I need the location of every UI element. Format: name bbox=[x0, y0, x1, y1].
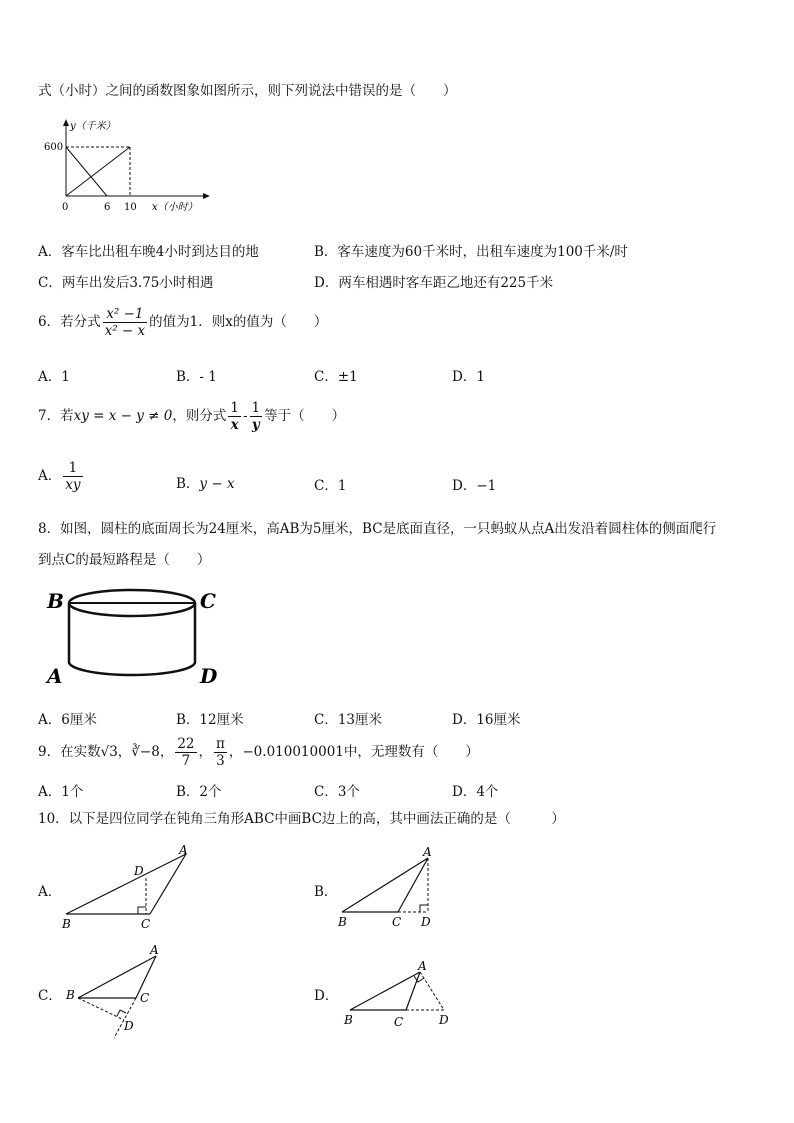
q10-figure-d bbox=[334, 958, 474, 1034]
y-tick-600: 600 bbox=[44, 142, 64, 153]
q6-fraction bbox=[103, 306, 148, 339]
q9-f1-denominator: 7 bbox=[181, 753, 191, 769]
q8-stem-line1: 8．如图，圆柱的底面周长为24厘米，高AB为5厘米，BC是底面直径，一只蚂蚁从点A出发沿着圆柱体的侧面爬行 bbox=[38, 521, 717, 537]
q6-suffix: 的值为1．则x的值为（ ） bbox=[149, 314, 328, 330]
q7-option-a[interactable] bbox=[38, 460, 85, 493]
q10-figure-b bbox=[334, 842, 454, 932]
q6-option-c[interactable]: C．±1 bbox=[314, 369, 358, 385]
q9-sep-1: ， bbox=[117, 744, 132, 760]
q9-fraction-22-7 bbox=[175, 736, 196, 769]
x-axis-arrow bbox=[203, 193, 210, 199]
q7-f2-numerator: 1 bbox=[251, 400, 261, 416]
q6-option-b[interactable]: B．- 1 bbox=[176, 369, 217, 385]
right-angle-mark bbox=[117, 1010, 126, 1016]
q7-prefix: 7．若 bbox=[38, 408, 74, 424]
q6-prefix: 6．若分式 bbox=[38, 314, 101, 330]
q7-option-a-numerator: 1 bbox=[63, 460, 82, 477]
side-ba bbox=[350, 972, 420, 1010]
right-angle-mark bbox=[420, 905, 428, 912]
cylinder-bottom-arc bbox=[69, 662, 195, 675]
point-d: D bbox=[124, 1019, 134, 1033]
q8-cylinder-figure bbox=[38, 584, 228, 690]
q10-figure-a bbox=[58, 842, 208, 932]
q9-option-b[interactable]: B．2个 bbox=[176, 784, 222, 800]
point-d: D bbox=[421, 915, 431, 929]
q7-option-c[interactable]: C．1 bbox=[314, 478, 347, 494]
point-d: D bbox=[134, 864, 144, 878]
q5-stem: 式（小时）之间的函数图象如图所示，则下列说法中错误的是（ ） bbox=[38, 83, 457, 99]
point-b: B bbox=[338, 915, 347, 929]
q9-option-d[interactable]: D．4个 bbox=[452, 784, 499, 800]
q6-numerator: x² −1 bbox=[103, 306, 148, 323]
q8-stem-line2: 到点C的最短路程是（ ） bbox=[38, 552, 211, 568]
q9-cube-root: ∛−8 bbox=[131, 744, 160, 760]
point-b: B bbox=[62, 917, 71, 931]
q7-option-d[interactable]: D．−1 bbox=[452, 478, 497, 494]
q7-fraction-2 bbox=[250, 400, 263, 433]
point-a: A bbox=[418, 959, 427, 973]
right-angle-mark bbox=[138, 907, 146, 914]
q9-option-c[interactable]: C．3个 bbox=[314, 784, 360, 800]
bus-line bbox=[66, 147, 130, 196]
q9-decimal: −0.010010001 bbox=[242, 744, 344, 760]
q7-option-b-label: B． bbox=[176, 476, 200, 492]
q6-stem bbox=[38, 306, 327, 339]
label-d: D bbox=[200, 664, 218, 688]
q10-option-c-label[interactable]: C． bbox=[38, 988, 62, 1004]
q7-stem bbox=[38, 400, 345, 433]
q9-stem bbox=[38, 736, 479, 769]
label-c: C bbox=[200, 589, 216, 613]
right-angle-mark bbox=[414, 976, 424, 982]
origin-label: 0 bbox=[62, 202, 69, 213]
q9-fraction-pi-3 bbox=[214, 736, 227, 769]
q6-denominator: x² − x bbox=[104, 323, 146, 339]
side-ba bbox=[342, 858, 428, 912]
point-b: B bbox=[66, 988, 75, 1002]
x-axis-label: x（小时） bbox=[152, 202, 198, 213]
q10-option-a-label[interactable]: A． bbox=[38, 884, 62, 900]
q8-option-b[interactable]: B．12厘米 bbox=[176, 712, 244, 728]
q10-stem: 10．以下是四位同学在钝角三角形ABC中画BC边上的高，其中画法正确的是（ ） bbox=[38, 811, 565, 827]
q8-option-a[interactable]: A．6厘米 bbox=[38, 712, 97, 728]
point-a: A bbox=[423, 845, 432, 859]
q5-option-b[interactable]: B．客车速度为60千米时，出租车速度为100千米/时 bbox=[314, 244, 628, 260]
point-d: D bbox=[439, 1013, 449, 1027]
q7-f2-denominator: y bbox=[251, 417, 260, 433]
q9-f2-numerator: π bbox=[216, 736, 225, 752]
q9-sep-3: ， bbox=[198, 744, 212, 760]
point-c: C bbox=[141, 917, 151, 931]
q10-figure-c bbox=[58, 942, 178, 1038]
q7-option-a-label: A． bbox=[38, 468, 62, 484]
label-a: A bbox=[47, 664, 63, 688]
q7-f1-numerator: 1 bbox=[230, 400, 239, 416]
q7-fraction-1 bbox=[228, 400, 241, 433]
q9-option-a[interactable]: A．1个 bbox=[38, 784, 84, 800]
q7-option-b-value: y − x bbox=[199, 476, 235, 492]
q7-condition: xy = x − y ≠ 0 bbox=[73, 408, 173, 424]
side-ca bbox=[406, 972, 420, 1010]
q9-suffix: 中，无理数有（ ） bbox=[343, 744, 479, 760]
q7-option-a-fraction bbox=[63, 460, 82, 493]
q6-option-d[interactable]: D．1 bbox=[452, 369, 485, 385]
q10-option-b-label[interactable]: B． bbox=[314, 884, 338, 900]
q6-option-a[interactable]: A．1 bbox=[38, 369, 70, 385]
q7-suffix: 等于（ ） bbox=[264, 408, 346, 424]
point-c: C bbox=[394, 1015, 404, 1029]
q9-sep-4: ， bbox=[228, 744, 243, 760]
q7-option-b[interactable] bbox=[176, 472, 235, 492]
q7-mid: ，则分式 bbox=[172, 408, 227, 424]
q7-option-a-denominator: xy bbox=[65, 477, 81, 493]
q10-option-d-label[interactable]: D． bbox=[314, 988, 339, 1004]
point-a: A bbox=[179, 843, 188, 857]
q9-f1-numerator: 22 bbox=[177, 736, 195, 752]
x-tick-10: 10 bbox=[124, 202, 137, 213]
point-c: C bbox=[140, 991, 150, 1005]
point-c: C bbox=[392, 915, 402, 929]
q9-prefix: 9．在实数 bbox=[38, 744, 101, 760]
y-axis-label: y（千米） bbox=[70, 121, 116, 132]
q9-f2-denominator: 3 bbox=[216, 753, 225, 769]
q5-option-a[interactable]: A．客车比出租车晚4小时到达目的地 bbox=[38, 244, 259, 260]
q7-minus: - bbox=[242, 408, 248, 424]
x-tick-6: 6 bbox=[104, 202, 111, 213]
q8-option-d[interactable]: D．16厘米 bbox=[452, 712, 521, 728]
label-b: B bbox=[47, 589, 64, 613]
y-axis-arrow bbox=[63, 119, 69, 126]
height-line bbox=[78, 998, 124, 1020]
q5-option-c[interactable]: C．两车出发后3.75小时相遇 bbox=[38, 275, 214, 291]
q5-option-d[interactable]: D．两车相遇时客车距乙地还有225千米 bbox=[314, 275, 554, 291]
point-a: A bbox=[150, 943, 159, 957]
q9-sqrt3: √3 bbox=[100, 744, 118, 760]
q8-option-c[interactable]: C．13厘米 bbox=[314, 712, 383, 728]
q5-graph bbox=[38, 112, 218, 220]
q7-f1-denominator: x bbox=[230, 417, 239, 433]
q9-sep-2: ， bbox=[159, 744, 174, 760]
side-ca bbox=[398, 858, 428, 912]
taxi-line bbox=[66, 147, 107, 196]
point-b: B bbox=[344, 1013, 353, 1027]
